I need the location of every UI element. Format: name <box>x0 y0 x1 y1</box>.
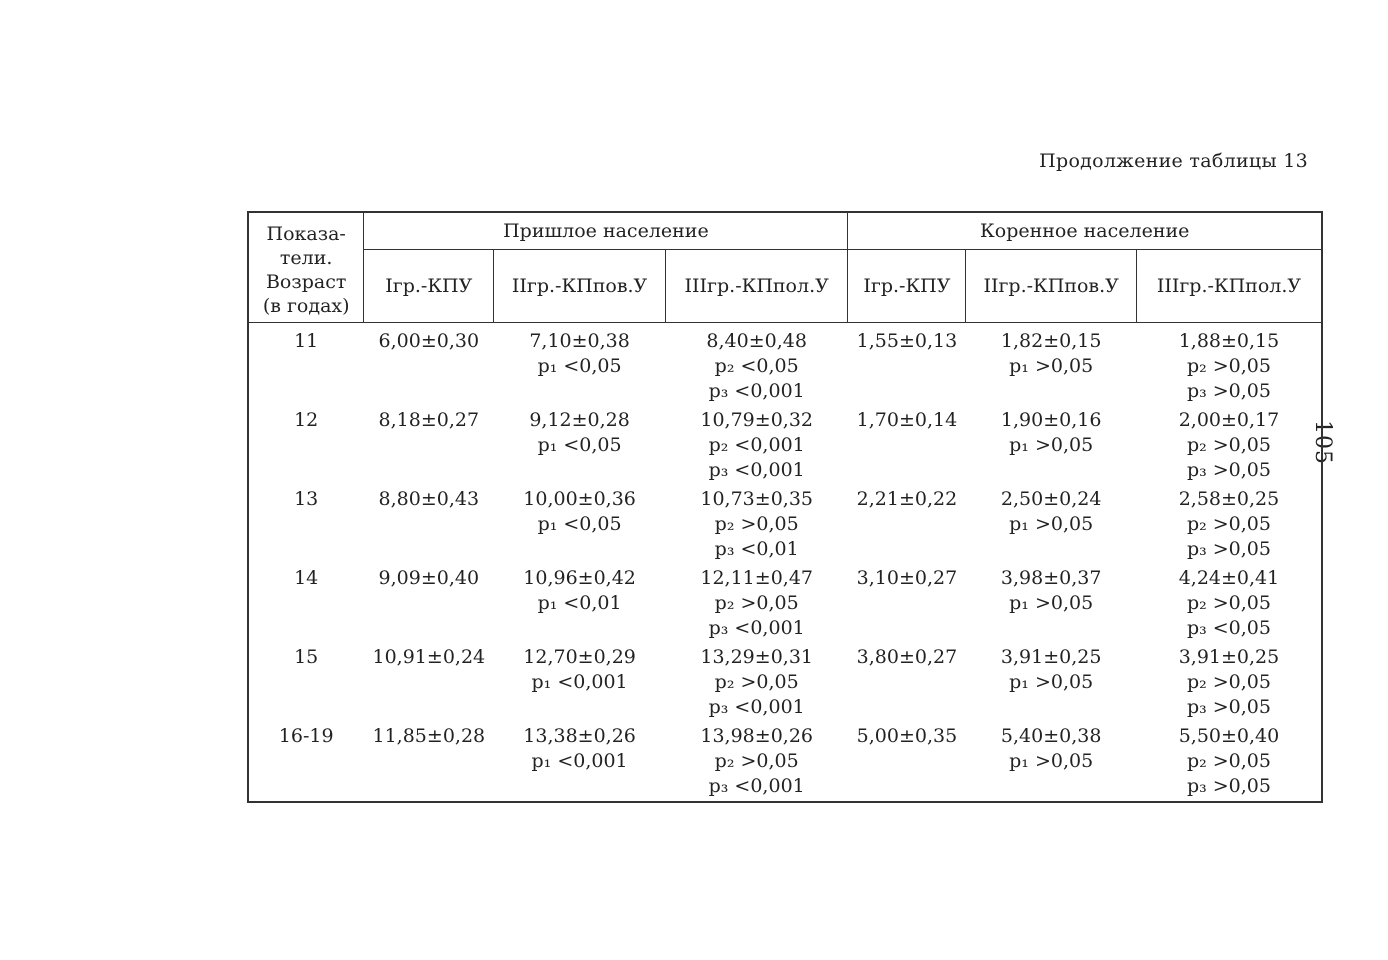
p-value: p₃ <0,01 <box>714 538 799 560</box>
p-value: p₂ >0,05 <box>1186 513 1271 535</box>
p-value: p₁ >0,05 <box>1009 513 1094 535</box>
value-cell <box>665 643 848 722</box>
sub-header: IIгр.-КПпов.У <box>494 250 666 323</box>
mean-value: 3,80±0,27 <box>856 646 958 668</box>
p-value: p₁ >0,05 <box>1009 750 1094 772</box>
value-cell <box>1136 643 1322 722</box>
value-cell <box>966 643 1137 722</box>
value-cell <box>966 406 1137 485</box>
page-number: 105 <box>1310 420 1335 465</box>
mean-value: 10,96±0,42 <box>523 567 636 589</box>
mean-value: 5,00±0,35 <box>856 725 958 747</box>
value-cell <box>364 323 494 407</box>
table-row <box>248 643 1322 722</box>
mean-value: 1,55±0,13 <box>856 330 958 352</box>
corner-header-line: (в годах) <box>262 294 350 317</box>
mean-value: 2,58±0,25 <box>1178 488 1280 510</box>
p-value: p₃ >0,05 <box>1186 380 1271 402</box>
value-cell <box>848 485 966 564</box>
value-cell <box>848 323 966 407</box>
value-cell <box>848 722 966 802</box>
mean-value: 7,10±0,38 <box>529 330 630 352</box>
group-header-incoming: Пришлое население <box>364 212 848 250</box>
mean-value: 6,00±0,30 <box>378 330 480 352</box>
mean-value: 4,24±0,41 <box>1178 567 1280 589</box>
p-value: p₁ >0,05 <box>1009 592 1094 614</box>
mean-value: 1,82±0,15 <box>1000 330 1102 352</box>
p-value: p₂ >0,05 <box>714 592 799 614</box>
value-cell <box>848 564 966 643</box>
mean-value: 1,90±0,16 <box>1000 409 1102 431</box>
p-value: p₂ >0,05 <box>1186 355 1271 377</box>
table-row <box>248 323 1322 407</box>
p-value: p₃ <0,001 <box>708 696 805 718</box>
value-cell <box>494 406 666 485</box>
mean-value: 10,00±0,36 <box>523 488 636 510</box>
sub-header: IIIгр.-КПпол.У <box>665 250 848 323</box>
value-cell <box>494 564 666 643</box>
value-cell <box>364 406 494 485</box>
p-value: p₂ >0,05 <box>1186 750 1271 772</box>
value-cell <box>1136 564 1322 643</box>
value-cell <box>1136 406 1322 485</box>
group-header-native: Коренное население <box>848 212 1322 250</box>
mean-value: 5,40±0,38 <box>1000 725 1102 747</box>
value-cell <box>1136 722 1322 802</box>
mean-value: 3,91±0,25 <box>1178 646 1280 668</box>
p-value: p₃ <0,001 <box>708 617 805 639</box>
p-value: p₃ <0,05 <box>1186 617 1271 639</box>
mean-value: 8,40±0,48 <box>706 330 807 352</box>
data-table <box>247 211 1323 803</box>
sub-header: Iгр.-КПУ <box>848 250 966 323</box>
p-value: p₂ <0,001 <box>708 434 805 456</box>
value-cell <box>966 323 1137 407</box>
corner-header <box>248 212 364 323</box>
value-cell <box>966 485 1137 564</box>
value-cell <box>966 564 1137 643</box>
table-row <box>248 485 1322 564</box>
p-value: p₁ >0,05 <box>1009 355 1094 377</box>
value-cell <box>364 564 494 643</box>
age-cell: 16-19 <box>278 725 334 747</box>
mean-value: 12,11±0,47 <box>700 567 813 589</box>
p-value: p₁ <0,05 <box>537 513 622 535</box>
p-value: p₂ >0,05 <box>714 750 799 772</box>
mean-value: 12,70±0,29 <box>523 646 636 668</box>
p-value: p₃ >0,05 <box>1186 538 1271 560</box>
value-cell <box>1136 323 1322 407</box>
mean-value: 13,38±0,26 <box>523 725 636 747</box>
p-value: p₂ <0,05 <box>714 355 799 377</box>
value-cell <box>494 643 666 722</box>
value-cell <box>665 406 848 485</box>
p-value: p₁ <0,01 <box>537 592 622 614</box>
value-cell <box>364 722 494 802</box>
p-value: p₃ >0,05 <box>1186 696 1271 718</box>
mean-value: 9,09±0,40 <box>378 567 480 589</box>
age-cell: 14 <box>294 567 319 589</box>
p-value: p₁ >0,05 <box>1009 434 1094 456</box>
value-cell <box>494 323 666 407</box>
sub-header: IIгр.-КПпов.У <box>966 250 1137 323</box>
mean-value: 3,98±0,37 <box>1000 567 1102 589</box>
mean-value: 13,29±0,31 <box>700 646 813 668</box>
p-value: p₂ >0,05 <box>1186 671 1271 693</box>
p-value: p₁ <0,001 <box>531 671 628 693</box>
p-value: p₃ <0,001 <box>708 775 805 797</box>
mean-value: 8,80±0,43 <box>378 488 480 510</box>
mean-value: 11,85±0,28 <box>372 725 486 747</box>
value-cell <box>848 406 966 485</box>
age-cell: 13 <box>294 488 319 510</box>
p-value: p₃ <0,001 <box>708 459 805 481</box>
value-cell <box>364 643 494 722</box>
mean-value: 2,21±0,22 <box>856 488 958 510</box>
corner-header-line: Показа- <box>266 222 346 245</box>
table-row <box>248 722 1322 802</box>
mean-value: 10,73±0,35 <box>700 488 813 510</box>
p-value: p₂ >0,05 <box>1186 592 1271 614</box>
value-cell <box>1136 485 1322 564</box>
value-cell <box>848 643 966 722</box>
p-value: p₁ >0,05 <box>1009 671 1094 693</box>
p-value: p₁ <0,05 <box>537 355 622 377</box>
mean-value: 2,00±0,17 <box>1178 409 1280 431</box>
mean-value: 3,10±0,27 <box>856 567 958 589</box>
value-cell <box>966 722 1137 802</box>
mean-value: 5,50±0,40 <box>1178 725 1280 747</box>
mean-value: 3,91±0,25 <box>1000 646 1102 668</box>
p-value: p₁ <0,05 <box>537 434 622 456</box>
value-cell <box>665 485 848 564</box>
p-value: p₃ <0,001 <box>708 380 805 402</box>
mean-value: 8,18±0,27 <box>378 409 480 431</box>
age-cell: 15 <box>294 646 319 668</box>
age-cell: 12 <box>294 409 319 431</box>
table-caption: Продолжение таблицы 13 <box>1039 150 1308 172</box>
sub-header: Iгр.-КПУ <box>364 250 494 323</box>
table-body <box>248 323 1322 803</box>
p-value: p₃ >0,05 <box>1186 775 1271 797</box>
corner-header-line: тели. <box>279 246 333 269</box>
value-cell <box>665 722 848 802</box>
sub-header: IIIгр.-КПпол.У <box>1136 250 1322 323</box>
value-cell <box>665 564 848 643</box>
corner-header-line: Возраст <box>265 270 347 293</box>
table-row <box>248 564 1322 643</box>
value-cell <box>494 485 666 564</box>
mean-value: 13,98±0,26 <box>700 725 813 747</box>
mean-value: 9,12±0,28 <box>529 409 630 431</box>
p-value: p₁ <0,001 <box>531 750 628 772</box>
value-cell <box>494 722 666 802</box>
mean-value: 10,79±0,32 <box>700 409 813 431</box>
p-value: p₃ >0,05 <box>1186 459 1271 481</box>
value-cell <box>665 323 848 407</box>
mean-value: 10,91±0,24 <box>372 646 486 668</box>
mean-value: 2,50±0,24 <box>1000 488 1102 510</box>
p-value: p₂ >0,05 <box>1186 434 1271 456</box>
mean-value: 1,70±0,14 <box>856 409 958 431</box>
age-cell: 11 <box>294 330 319 352</box>
value-cell <box>364 485 494 564</box>
mean-value: 1,88±0,15 <box>1178 330 1280 352</box>
p-value: p₂ >0,05 <box>714 513 799 535</box>
p-value: p₂ >0,05 <box>714 671 799 693</box>
table-row <box>248 406 1322 485</box>
